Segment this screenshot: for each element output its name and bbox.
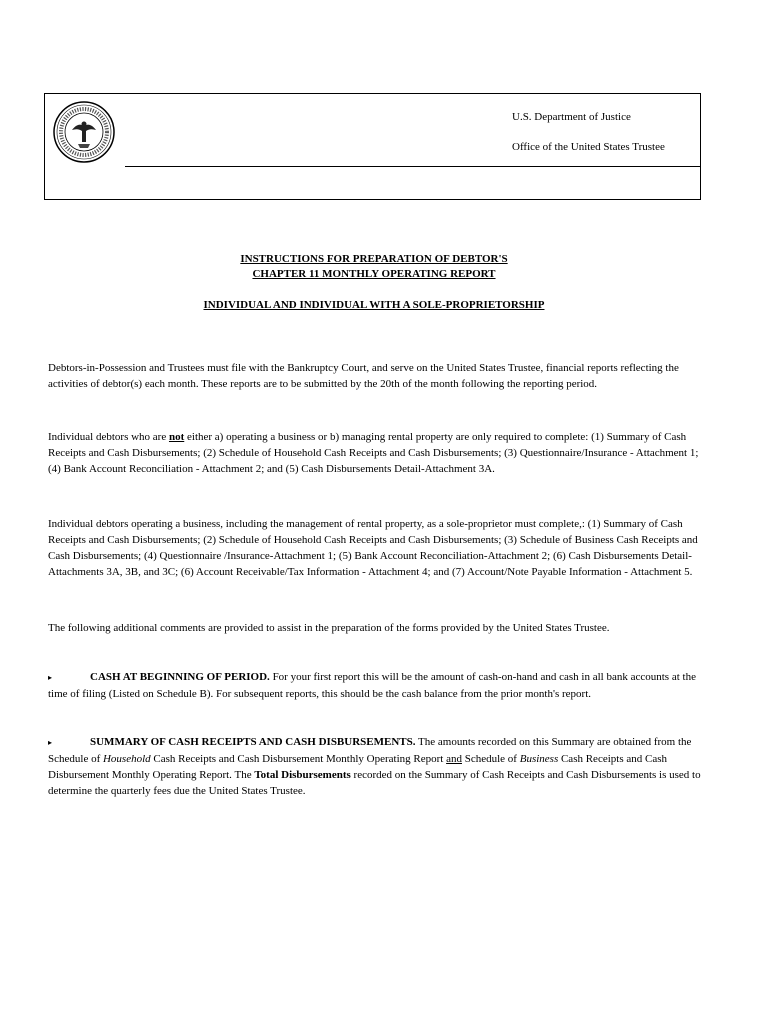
summary-household: Household [102, 753, 151, 765]
p2-not-emphasis: not [168, 431, 185, 443]
summary-text-d: Cash Receipts and Cash Disbursement Monthly Operating Report. The [48, 753, 667, 781]
summary-business: Business [519, 753, 559, 765]
office-name: Office of the United States Trustee [512, 141, 665, 153]
cash-heading: CASH AT BEGINNING OF PERIOD. [90, 671, 270, 683]
intro-paragraph: Debtors-in-Possession and Trustees must file with the Bankruptcy Court, and serve on the United States Trustee, financial reports reflecting the activities of debtor(s) each month. These reports are to be submitted by the 20th of the month following the reporting period. [48, 362, 679, 390]
agency-name: U.S. Department of Justice [512, 111, 631, 123]
document-title-line2: CHAPTER 11 MONTHLY OPERATING REPORT [252, 268, 496, 280]
document-subtitle: INDIVIDUAL AND INDIVIDUAL WITH A SOLE-PROPRIETORSHIP [203, 299, 545, 311]
summary-text-a: The amounts recorded on this Summary are obtained from the Schedule of [48, 736, 692, 765]
summary-and: and [446, 753, 462, 765]
bullet-icon: ▸ [48, 673, 53, 682]
p2-text-b: either a) operating a business or b) managing rental property are only required to complete: (1) Summary of Cash Receipts and Cash Disbursements; (2) Schedule of Household Cash Receipts and Cash Disbursements; (3) Questionnaire/Insurance - Attachment 1; (4) Bank Account Reconciliation - Attachment 2; and (5) Cash Disbursements Detail-Attachment 3A. [48, 431, 699, 475]
cash-text: For your first report this will be the amount of cash-on-hand and cash in all bank accounts at the time of filing (Listed on Schedule B). For subsequent reports, this should be the cash balance from the prior month's report. [48, 671, 696, 700]
header-divider [125, 166, 701, 167]
doj-seal-logo [52, 100, 116, 164]
summary-text-c: Schedule of [461, 753, 520, 765]
p2-text-a: Individual debtors who are [48, 431, 169, 443]
summary-text-e: recorded on the Summary of Cash Receipts and Cash Disbursements is used to determine the quarterly fees due the United States Trustee. [48, 769, 701, 797]
summary-item [48, 734, 708, 799]
document-title-line1: INSTRUCTIONS FOR PREPARATION OF DEBTOR'S [240, 253, 508, 265]
summary-text-b: Cash Receipts and Cash Disbursement Monthly Operating Report [150, 753, 447, 765]
summary-heading: SUMMARY OF CASH RECEIPTS AND CASH DISBURSEMENTS. [90, 736, 416, 748]
additional-comments-paragraph: The following additional comments are provided to assist in the preparation of the forms provided by the United States Trustee. [48, 622, 610, 634]
business-debtors-paragraph: Individual debtors operating a business, including the management of rental property, as a sole-proprietor must complete,: (1) Summary of Cash Receipts and Cash Disbursements; (2) Schedule of Household Cash Receipts and Cash Disbursements; (3) Schedule of Business Cash Receipts and Cash Disbursements; (4) Questionnaire /Insurance-Attachment 1; (5) Bank Account Reconciliation-Attachment 2; (6) Cash Disbursements Detail-Attachments 3A, 3B, and 3C; (6) Account Receivable/Tax Information - Attachment 4; and (7) Account/Note Payable Information - Attachment 5. [48, 518, 698, 578]
summary-total-disbursements: Total Disbursements [254, 769, 351, 781]
individual-debtors-paragraph [48, 429, 708, 477]
cash-beginning-item [48, 669, 708, 702]
bullet-icon: ▸ [48, 738, 53, 747]
